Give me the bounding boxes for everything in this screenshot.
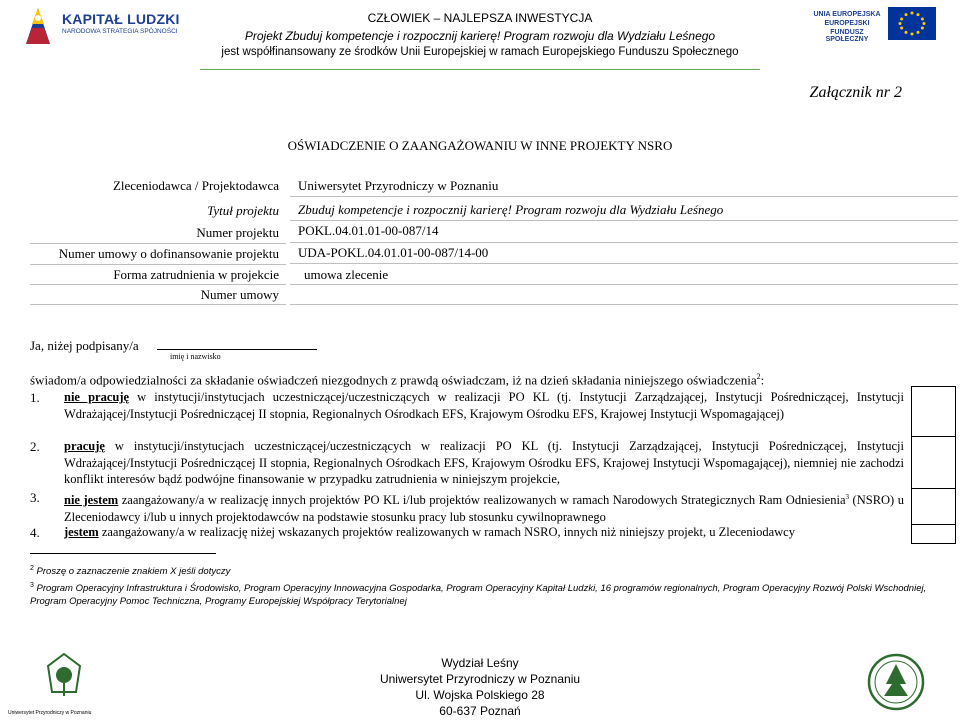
document-title: OŚWIADCZENIE O ZAANGAŻOWANIU W INNE PROJEKTY NSRO — [287, 138, 673, 153]
row-divider — [290, 263, 958, 264]
footnote-2: $^2$ Proszę o zaznaczenie znakiem X jeśli dotyczy — [30, 565, 231, 578]
checkbox-item-4[interactable] — [911, 524, 956, 544]
item-number: 2. — [30, 439, 40, 454]
header-project: Projekt Zbuduj kompetencje i rozpocznij karierę! Program rozwoju dla Wydziału Leśnego — [244, 29, 716, 43]
label-employment-form: Forma zatrudnienia w projekcie — [113, 267, 279, 282]
faculty-emblem-icon — [866, 652, 926, 712]
declaration-statement: świadom/a odpowiedzialności za składanie oświadczeń niezgodnych z prawdą oświadczam, iż na dzień składania niniejszego oświadczenia$^2$: — [30, 372, 765, 388]
row-divider — [290, 196, 958, 197]
label-divider — [30, 264, 286, 265]
label-divider — [30, 284, 286, 285]
declaration-item-3: nie jestem zaangażowany/a w realizację innych projektów PO KL i/lub projektów realizowanych w ramach Narodowych Strategicznych Ram Odniesienia$^3$ (NSRO) u Zleceniodawcy i/lub u innych projektodawców na podstawie stosunku pracy lub stosunku cywilnoprawnego — [64, 493, 904, 524]
footer-street: Ul. Wojska Polskiego 28 — [415, 688, 545, 702]
row-divider — [290, 304, 958, 305]
footnote-separator — [30, 553, 216, 554]
row-divider — [290, 284, 958, 285]
eu-flag-icon — [888, 7, 936, 40]
label-contractor: Zleceniodawca / Projektodawca — [112, 178, 279, 193]
kapital-ludzki-title: KAPITAŁ LUDZKI — [62, 11, 180, 27]
row-divider — [290, 242, 958, 243]
header-rule — [200, 69, 760, 70]
value-contractor: Uniwersytet Przyrodniczy w Poznaniu — [298, 178, 499, 193]
item-number: 4. — [30, 525, 40, 540]
label-divider — [30, 243, 286, 244]
value-agreement-number: UDA-POKL.04.01.01-00-087/14-00 — [298, 245, 489, 260]
eu-logo-line2: EUROPEJSKI — [824, 20, 870, 27]
label-contract-number: Numer umowy — [200, 287, 279, 302]
label-divider — [30, 304, 286, 305]
declaration-item-2: pracuję w instytucji/instytucjach uczestniczącej/uczestniczących w realizacji PO KL (tj. Instytucji Zarządzającej, Instytucji Pośredniczącej, Instytucji Wdrażającej/Instytucji Pośredniczącej II stopnia, Regionalnych Ośrodkach EFS, Krajowym Ośrodku EFS, Krajowej Instytucji Wspomagającej), niemniej nie zachodzi konflikt interesów bądź podwójne finansowanie w przypadku zatrudnienia w niniejszym projekcie, — [64, 439, 904, 486]
name-caption: imię i nazwisko — [170, 352, 221, 361]
eu-logo-line3: FUNDUSZ SPOŁECZNY — [825, 29, 869, 43]
eu-logo-line1: UNIA EUROPEJSKA — [813, 11, 881, 18]
declaration-item-4: jestem zaangażowany/a w realizację niżej wskazanych projektów realizowanych w ramach NSRO, innych niż niniejszy projekt, u Zleceniodawcy — [64, 525, 795, 539]
footnote-3: $^3$ Program Operacyjny Infrastruktura i Środowisko, Program Operacyjny Innowacyjna Gospodarka, Program Operacyjny Kapitał Ludzki, 16 programów regionalnych, Program Operacyjny Rozwój Polski Wschodniej, Program Operacyjny Pomoc Techniczna, Programy Europejskiej Współpracy Terytorialnej — [30, 582, 927, 608]
label-agreement-number: Numer umowy o dofinansowanie projektu — [58, 246, 279, 261]
declaration-item-1: nie pracuję w instytucji/instytucjach uczestniczącej/uczestniczących w realizacji PO KL (tj. Instytucji Zarządzającej, Instytucji Pośredniczącej, Instytucji Wdrażającej/Instytucji Pośredniczącej II stopnia, Regionalnych Ośrodkach EFS, Krajowym Ośrodku EFS, Krajowej Instytucji Wspomagającej) — [64, 390, 904, 421]
checkbox-item-3[interactable] — [911, 488, 956, 525]
footer-city: 60-637 Poznań — [439, 704, 521, 718]
item-number: 3. — [30, 490, 40, 505]
declarant-intro: Ja, niżej podpisany/a — [30, 338, 139, 353]
checkbox-item-2[interactable] — [911, 436, 956, 489]
checkbox-item-1[interactable] — [911, 386, 956, 437]
header-funding: jest współfinansowany ze środków Unii Europejskiej w ramach Europejskiego Funduszu Społecznego — [221, 46, 739, 58]
label-project-number: Numer projektu — [196, 225, 279, 240]
name-signature-line[interactable] — [157, 349, 317, 350]
label-project-title: Tytuł projektu — [207, 203, 279, 218]
item-number: 1. — [30, 390, 40, 405]
kapital-ludzki-subtitle: NARODOWA STRATEGIA SPÓJNOŚCI — [62, 28, 178, 35]
header-slogan: CZŁOWIEK – NAJLEPSZA INWESTYCJA — [367, 11, 593, 25]
annex-number: Załącznik nr 2 — [809, 84, 902, 101]
university-logo — [4, 648, 124, 710]
footer-faculty: Wydział Leśny — [441, 656, 519, 670]
value-employment-form: umowa zlecenie — [304, 267, 389, 282]
row-divider — [290, 220, 958, 221]
value-project-number: POKL.04.01.01-00-087/14 — [298, 223, 439, 238]
value-project-title: Zbuduj kompetencje i rozpocznij karierę! Program rozwoju dla Wydziału Leśnego — [298, 202, 724, 217]
footer-university: Uniwersytet Przyrodniczy w Poznaniu — [379, 672, 581, 686]
university-logo-caption: Uniwersytet Przyrodniczy w Poznaniu — [8, 710, 92, 716]
